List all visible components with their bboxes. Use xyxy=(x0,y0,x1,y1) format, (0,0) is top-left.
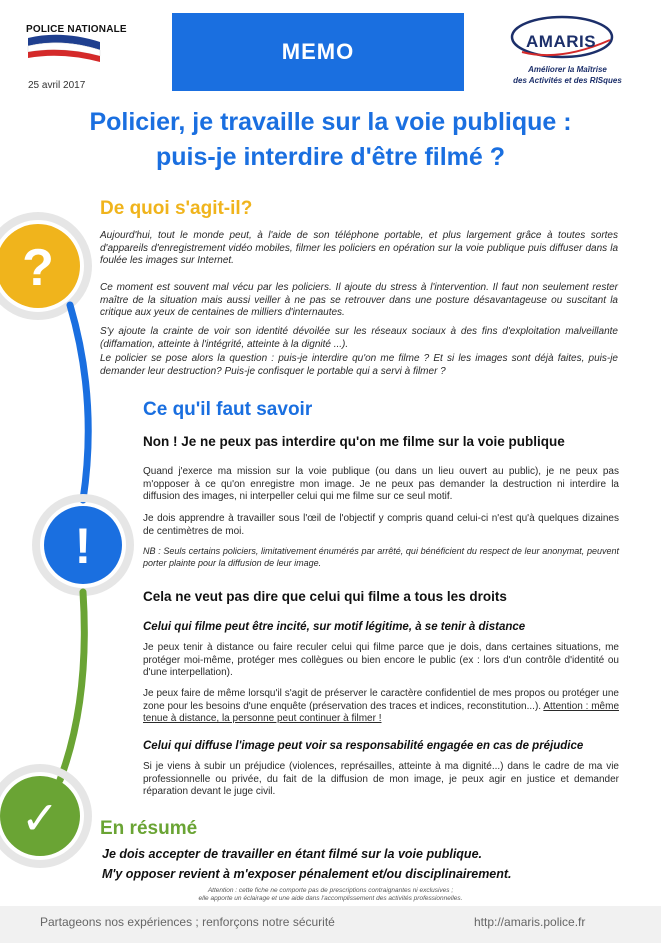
section2-p5: Si je viens à subir un préjudice (violences, représailles, atteinte à ma dignité...) dans le cadre de ma vie professionnelle ou privée, du fait de la diffusion de mon image, je peux agir en justice et demander réparation devant le juge civil. xyxy=(143,761,619,798)
summary-line-2: M'y opposer revient à m'exposer pénalement et/ou disciplinairement. xyxy=(102,867,512,881)
section2-p3: Je peux tenir à distance ou faire reculer celui qui filme parce que je dois, dans certaines situations, me protéger moi-même, protéger mes collègues ou bien encore le public (ex : lors d'un contrôle d'identité ou d'une interpellation). xyxy=(143,642,619,679)
section2-p4 xyxy=(143,688,619,726)
subheading-non: Non ! Je ne peux pas interdire qu'on me filme sur la voie publique xyxy=(143,434,565,449)
amaris-tagline-2: des Activités et des RISques xyxy=(513,76,622,85)
section1-p2: Ce moment est souvent mal vécu par les policiers. Il ajoute du stress à l'intervention. Il faut non seulement rester maître de la situation mais aussi veiller à ne pas se retrouver dans une posture désavantageuse ou suscitant la critique aux yeux de centaines de milliers d'internautes. xyxy=(100,282,618,319)
heading-de-quoi: De quoi s'agit-il? xyxy=(100,198,253,219)
section1-p3: S'y ajoute la crainte de voir son identité dévoilée sur les réseaux sociaux à des fins d'exploitation malveillante (diffamation, atteinte à l'intégrité, atteinte à la dignité ...). xyxy=(100,326,618,350)
amaris-name: AMARIS xyxy=(526,32,597,51)
footnote-line-2: elle apporte un éclairage et une aide dans l'accomplissement des activités professionnelles. xyxy=(198,895,463,902)
title-line-1: Policier, je travaille sur la voie publique : xyxy=(89,108,572,136)
section2-p2: Je dois apprendre à travailler sous l'œil de l'objectif y compris quand celui-ci n'est qu'à quelques dizaines de centimètres de moi. xyxy=(143,513,619,537)
heading-en-resume: En résumé xyxy=(100,818,198,839)
amaris-tagline-1: Améliorer la Maîtrise xyxy=(528,65,607,74)
amaris-logo xyxy=(500,10,635,90)
memo-date: 25 avril 2017 xyxy=(28,80,86,91)
footer-url-link[interactable]: http://amaris.police.fr xyxy=(474,915,586,929)
heading-ce-quil-faut-savoir: Ce qu'il faut savoir xyxy=(143,399,313,420)
footer-slogan: Partageons nos expériences ; renforçons notre sécurité xyxy=(40,915,335,929)
police-nationale-logo xyxy=(22,22,140,62)
section1-p4: Le policier se pose alors la question : puis-je interdire qu'on me filme ? Et si les images sont déjà faites, puis-je demander leur destruction? Puis-je confisquer le portable qui a servi à filmer ? xyxy=(100,353,618,377)
section2-nb: NB : Seuls certains policiers, limitativement énumérés par arrêté, qui bénéficient du respect de leur anonymat, peuvent porter plainte pour la diffusion de leur image. xyxy=(143,546,619,568)
check-icon: ✓ xyxy=(20,791,60,845)
exclamation-icon: ! xyxy=(74,518,92,574)
memo-label: MEMO xyxy=(281,39,355,64)
memo-banner xyxy=(172,13,464,91)
section1-p1: Aujourd'hui, tout le monde peut, à l'aide de son téléphone portable, et plus largement grâce à toutes sortes d'appareils d'enregistrement vidéo mobiles, filmer les policiers en opération sur la voie publique puis diffuser dans la foulée les images sur Internet. xyxy=(100,230,618,267)
question-icon: ? xyxy=(22,239,54,297)
footnote-line-1: Attention : cette fiche ne comporte pas de prescriptions contraignantes ni exclusives ; xyxy=(207,887,454,894)
page-title xyxy=(0,105,661,175)
subheading-tenir-distance: Celui qui filme peut être incité, sur motif légitime, à se tenir à distance xyxy=(143,621,526,633)
section2-p1: Quand j'exerce ma mission sur la voie publique (ou dans un lieu ouvert au public), je ne peux pas m'opposer à ce qu'on enregistre mon image. Je ne peux pas demander la destruction ni interdire la diffusion des images, ni interpeller celui qui me filme sur ce seul motif. xyxy=(143,466,619,503)
subheading-responsabilite: Celui qui diffuse l'image peut voir sa responsabilité engagée en cas de préjudice xyxy=(143,740,584,752)
title-line-2: puis-je interdire d'être filmé ? xyxy=(155,143,506,171)
section2-p4-text: Je peux faire de même lorsqu'il s'agit de préserver le caractère confidentiel de mes propos ou protéger une zone pour les besoins d'une enquête (préservation des traces et indices, reconstitution...). xyxy=(143,688,619,712)
police-logo-text: POLICE NATIONALE xyxy=(26,24,127,35)
summary-line-1: Je dois accepter de travailler en étant filmé sur la voie publique. xyxy=(102,847,482,861)
section2-p4-attention: Attention : même tenue à distance, la personne peut continuer à filmer ! xyxy=(143,700,620,725)
subheading-cela-ne-veut-pas: Cela ne veut pas dire que celui qui filme a tous les droits xyxy=(143,589,507,604)
